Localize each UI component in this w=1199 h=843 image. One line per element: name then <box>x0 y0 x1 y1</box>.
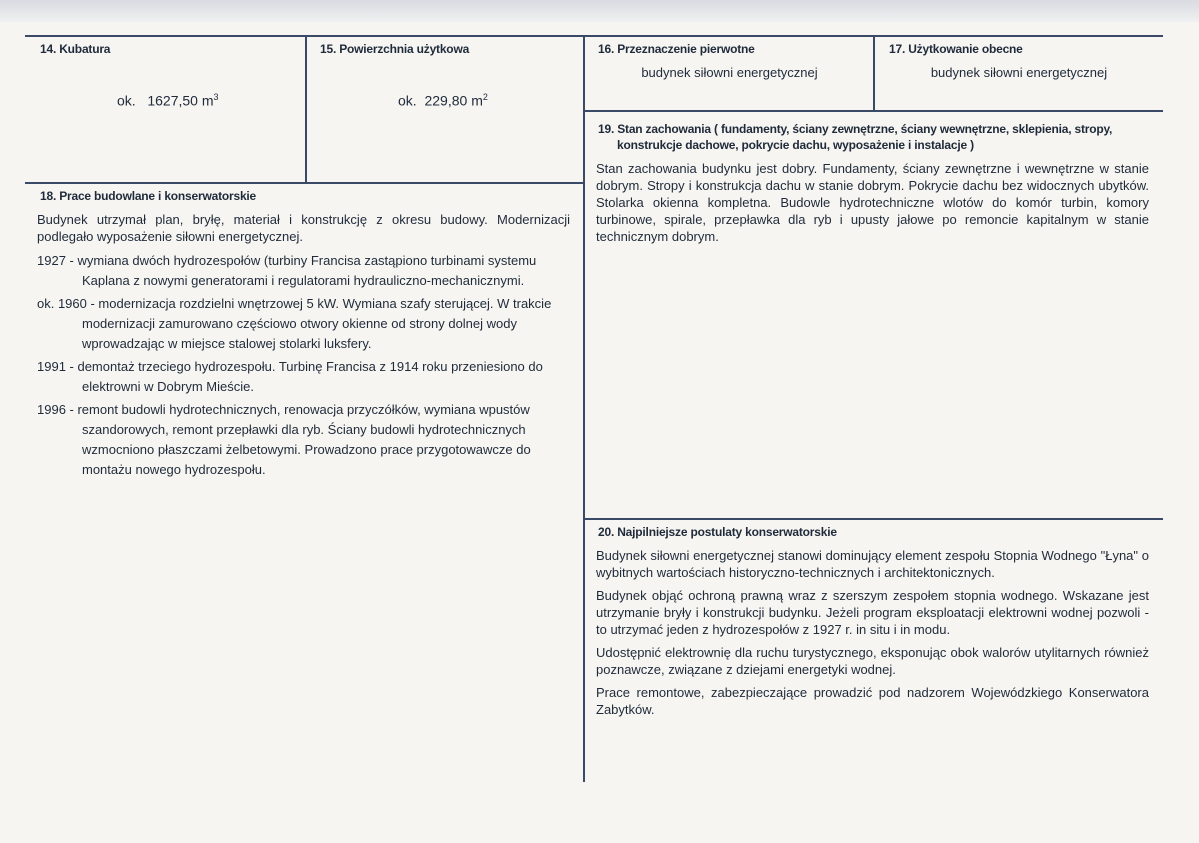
section-17-value: budynek siłowni energetycznej <box>930 65 1108 80</box>
section-19-title: 19. Stan zachowania ( fundamenty, ściany zewnętrzne, ściany wewnętrzne, sklepienia, stropy, konstrukcje dachowe, pokrycie dachu, wyposażenie i instalacje ) <box>598 122 1113 152</box>
divider-right-bottom <box>584 518 1163 520</box>
section-20-para: Prace remontowe, zabezpieczające prowadzić pod nadzorem Wojewódzkiego Konserwatora Zabytków. <box>596 685 1149 717</box>
section-17-title: 17. Użytkowanie obecne <box>889 42 1023 56</box>
divider-14-15 <box>305 35 307 183</box>
section-18-title: 18. Prace budowlane i konserwatorskie <box>40 189 257 203</box>
divider-center <box>583 35 585 782</box>
section-16-value: budynek siłowni energetycznej <box>641 65 818 80</box>
section-16-title: 16. Przeznaczenie pierwotne <box>598 42 755 56</box>
section-18-list <box>37 251 570 480</box>
section-19-text: Stan zachowania budynku jest dobry. Fundamenty, ściany zewnętrzne i wewnętrzne w stanie dobrym. Stropy i konstrukcja dachu w stanie dobrym. Pokrycie dachu bez widocznych ubytków. Stolarka okienna kompletna. Budowle hydrotechniczne wlotów do komór turbin, komory turbinowe, spirale, przepławka dla ryb i upusty jałowe po remoncie kapitalnym w stanie technicznym dobrym. <box>596 161 1149 244</box>
section-15-value: ok. 229,80 $m^2$ <box>398 92 488 109</box>
section-18-intro: Budynek utrzymał plan, bryłę, materiał i konstrukcję z okresu budowy. Modernizacji podlegało wyposażenie siłowni energetycznej. <box>37 212 570 244</box>
list-item: 1927 - wymiana dwóch hydrozespołów (turbiny Francisa zastąpiono turbinami systemu Kaplana z nowymi generatorami i regulatorami hydrauliczno-mechanicznymi. <box>37 253 537 288</box>
section-14-title: 14. Kubatura <box>40 42 111 56</box>
section-20-para: Udostępnić elektrownię dla ruchu turystycznego, eksponując obok walorów utylitarnych również poznawcze, związane z dziejami energetyki wodnej. <box>596 645 1149 677</box>
section-20-para: Budynek siłowni energetycznej stanowi dominujący element zespołu Stopnia Wodnego "Łyna" o wybitnych wartościach historyczno-technicznych i architektonicznych. <box>596 548 1149 580</box>
section-20-title: 20. Najpilniejsze postulaty konserwatorskie <box>598 525 837 539</box>
list-item: ok. 1960 - modernizacja rozdzielni wnętrzowej 5 kW. Wymiana szafy sterującej. W trakcie modernizacji zamurowano częściowo otwory okienne od strony dolnej wody wprowadzając w miejsce stalowej stolarki luksfery. <box>37 296 552 351</box>
list-item: 1991 - demontaż trzeciego hydrozespołu. Turbinę Francisa z 1914 roku przeniesiono do elektrowni w Dobrym Mieście. <box>37 359 543 394</box>
scan-top-band <box>0 0 1199 22</box>
section-15-title: 15. Powierzchnia użytkowa <box>320 42 470 56</box>
section-20-body <box>596 547 1149 724</box>
section-18-body <box>37 211 570 483</box>
list-item: 1996 - remont budowli hydrotechnicznych, renowacja przyczółków, wymiana wpustów szandorowych, remont przepławki dla ryb. Ściany budowli hydrotechnicznych wzmocniono płaszczami żelbetowymi. Prowadzono prace przygotowawcze do montażu nowego hydrozespołu. <box>37 402 531 477</box>
top-border <box>25 35 1163 37</box>
section-20-para: Budynek objąć ochroną prawną wraz z szerszym zespołem stopnia wodnego. Wskazane jest utrzymanie bryły i konstrukcji budynku. Jeżeli program eksploatacji elektrowni wodnej pozwoli - to utrzymać jeden z hydrozespołów z 1927 r. in situ i in modu. <box>596 588 1149 637</box>
section-14-value: ok. 1627,50 $m^3$ <box>117 92 219 109</box>
